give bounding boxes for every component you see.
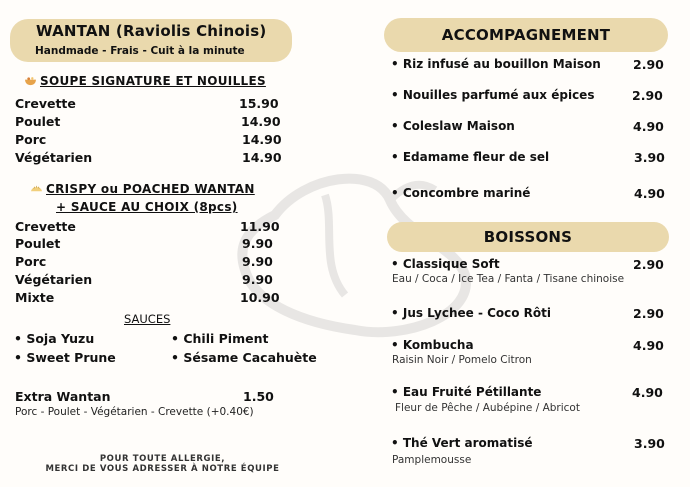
soupe-item-name: Végétarien bbox=[15, 150, 93, 165]
boisson-item-detail: Eau / Coca / Ice Tea / Fanta / Tisane chinoise bbox=[392, 273, 625, 285]
crispy-section-title bbox=[30, 182, 255, 196]
soupe-title-text: SOUPE SIGNATURE ET NOUILLES bbox=[40, 74, 266, 88]
boisson-item-name: • Kombucha bbox=[391, 338, 474, 352]
boisson-item-detail: Fleur de Pêche / Aubépine / Abricot bbox=[395, 402, 580, 414]
crispy-item-price: 11.90 bbox=[240, 219, 280, 234]
boisson-item-detail: Raisin Noir / Pomelo Citron bbox=[392, 354, 532, 366]
boisson-item-price: 4.90 bbox=[632, 385, 663, 400]
allergy-line1: POUR TOUTE ALLERGIE, bbox=[99, 454, 226, 464]
boisson-item-name: • Thé Vert aromatisé bbox=[391, 436, 533, 450]
crispy-item-name: Crevette bbox=[15, 219, 76, 234]
soupe-item-name: Crevette bbox=[15, 96, 76, 111]
accomp-item-price: 3.90 bbox=[634, 150, 665, 165]
boisson-item-price: 2.90 bbox=[633, 306, 664, 321]
accompagnement-title: ACCOMPAGNEMENT bbox=[441, 26, 611, 44]
crispy-item-price: 9.90 bbox=[242, 272, 273, 287]
bowl-icon bbox=[24, 76, 37, 86]
extra-wantan-name: Extra Wantan bbox=[15, 389, 111, 404]
allergy-line2: MERCI DE VOUS ADRESSER À NOTRE ÉQUIPE bbox=[45, 464, 280, 474]
soupe-item-price: 14.90 bbox=[242, 132, 282, 147]
wantan-subtitle: Handmade - Frais - Cuit à la minute bbox=[35, 45, 245, 57]
soupe-item-name: Porc bbox=[15, 132, 47, 147]
sauce-item: • Sweet Prune bbox=[14, 350, 116, 365]
soupe-item-price: 15.90 bbox=[239, 96, 279, 111]
crispy-item-price: 9.90 bbox=[242, 254, 273, 269]
crispy-item-name: Végétarien bbox=[15, 272, 93, 287]
accomp-item-price: 4.90 bbox=[633, 119, 664, 134]
soupe-item-name: Poulet bbox=[15, 114, 61, 129]
crispy-title-text: CRISPY ou POACHED WANTAN bbox=[46, 182, 255, 196]
accomp-item-name: • Nouilles parfumé aux épices bbox=[391, 88, 595, 102]
sauce-item: • Chili Piment bbox=[171, 331, 269, 346]
crispy-item-price: 10.90 bbox=[240, 290, 280, 305]
soupe-item-price: 14.90 bbox=[242, 150, 282, 165]
dumpling-icon bbox=[30, 184, 43, 194]
crispy-section-subtitle: + SAUCE AU CHOIX (8pcs) bbox=[56, 200, 238, 214]
accomp-item-name: • Concombre mariné bbox=[391, 186, 531, 200]
accomp-item-price: 4.90 bbox=[634, 186, 665, 201]
boisson-item-name: • Classique Soft bbox=[391, 257, 500, 271]
soupe-item-price: 14.90 bbox=[241, 114, 281, 129]
boisson-item-price: 2.90 bbox=[633, 257, 664, 272]
crispy-item-name: Poulet bbox=[15, 236, 61, 251]
boisson-item-name: • Jus Lychee - Coco Rôti bbox=[391, 306, 552, 320]
accomp-item-name: • Riz infusé au bouillon Maison bbox=[391, 57, 601, 71]
wantan-title: WANTAN (Raviolis Chinois) bbox=[36, 22, 267, 40]
boisson-item-name: • Eau Fruité Pétillante bbox=[391, 385, 542, 399]
accomp-item-name: • Coleslaw Maison bbox=[391, 119, 515, 133]
extra-wantan-detail: Porc - Poulet - Végétarien - Crevette (+0.40€) bbox=[15, 406, 254, 418]
crispy-item-price: 9.90 bbox=[242, 236, 273, 251]
soupe-section-title bbox=[24, 74, 266, 88]
accomp-item-name: • Edamame fleur de sel bbox=[391, 150, 550, 164]
sauces-title: SAUCES bbox=[124, 312, 171, 326]
crispy-item-name: Mixte bbox=[15, 290, 55, 305]
boissons-title: BOISSONS bbox=[483, 228, 573, 246]
boisson-item-price: 3.90 bbox=[634, 436, 665, 451]
boisson-item-detail: Pamplemousse bbox=[392, 454, 472, 466]
accomp-item-price: 2.90 bbox=[633, 57, 664, 72]
crispy-item-name: Porc bbox=[15, 254, 47, 269]
sauce-item: • Soja Yuzu bbox=[14, 331, 95, 346]
boisson-item-price: 4.90 bbox=[633, 338, 664, 353]
accomp-item-price: 2.90 bbox=[632, 88, 663, 103]
allergy-note bbox=[20, 454, 305, 474]
extra-wantan-price: 1.50 bbox=[243, 389, 274, 404]
sauce-item: • Sésame Cacahuète bbox=[171, 350, 317, 365]
